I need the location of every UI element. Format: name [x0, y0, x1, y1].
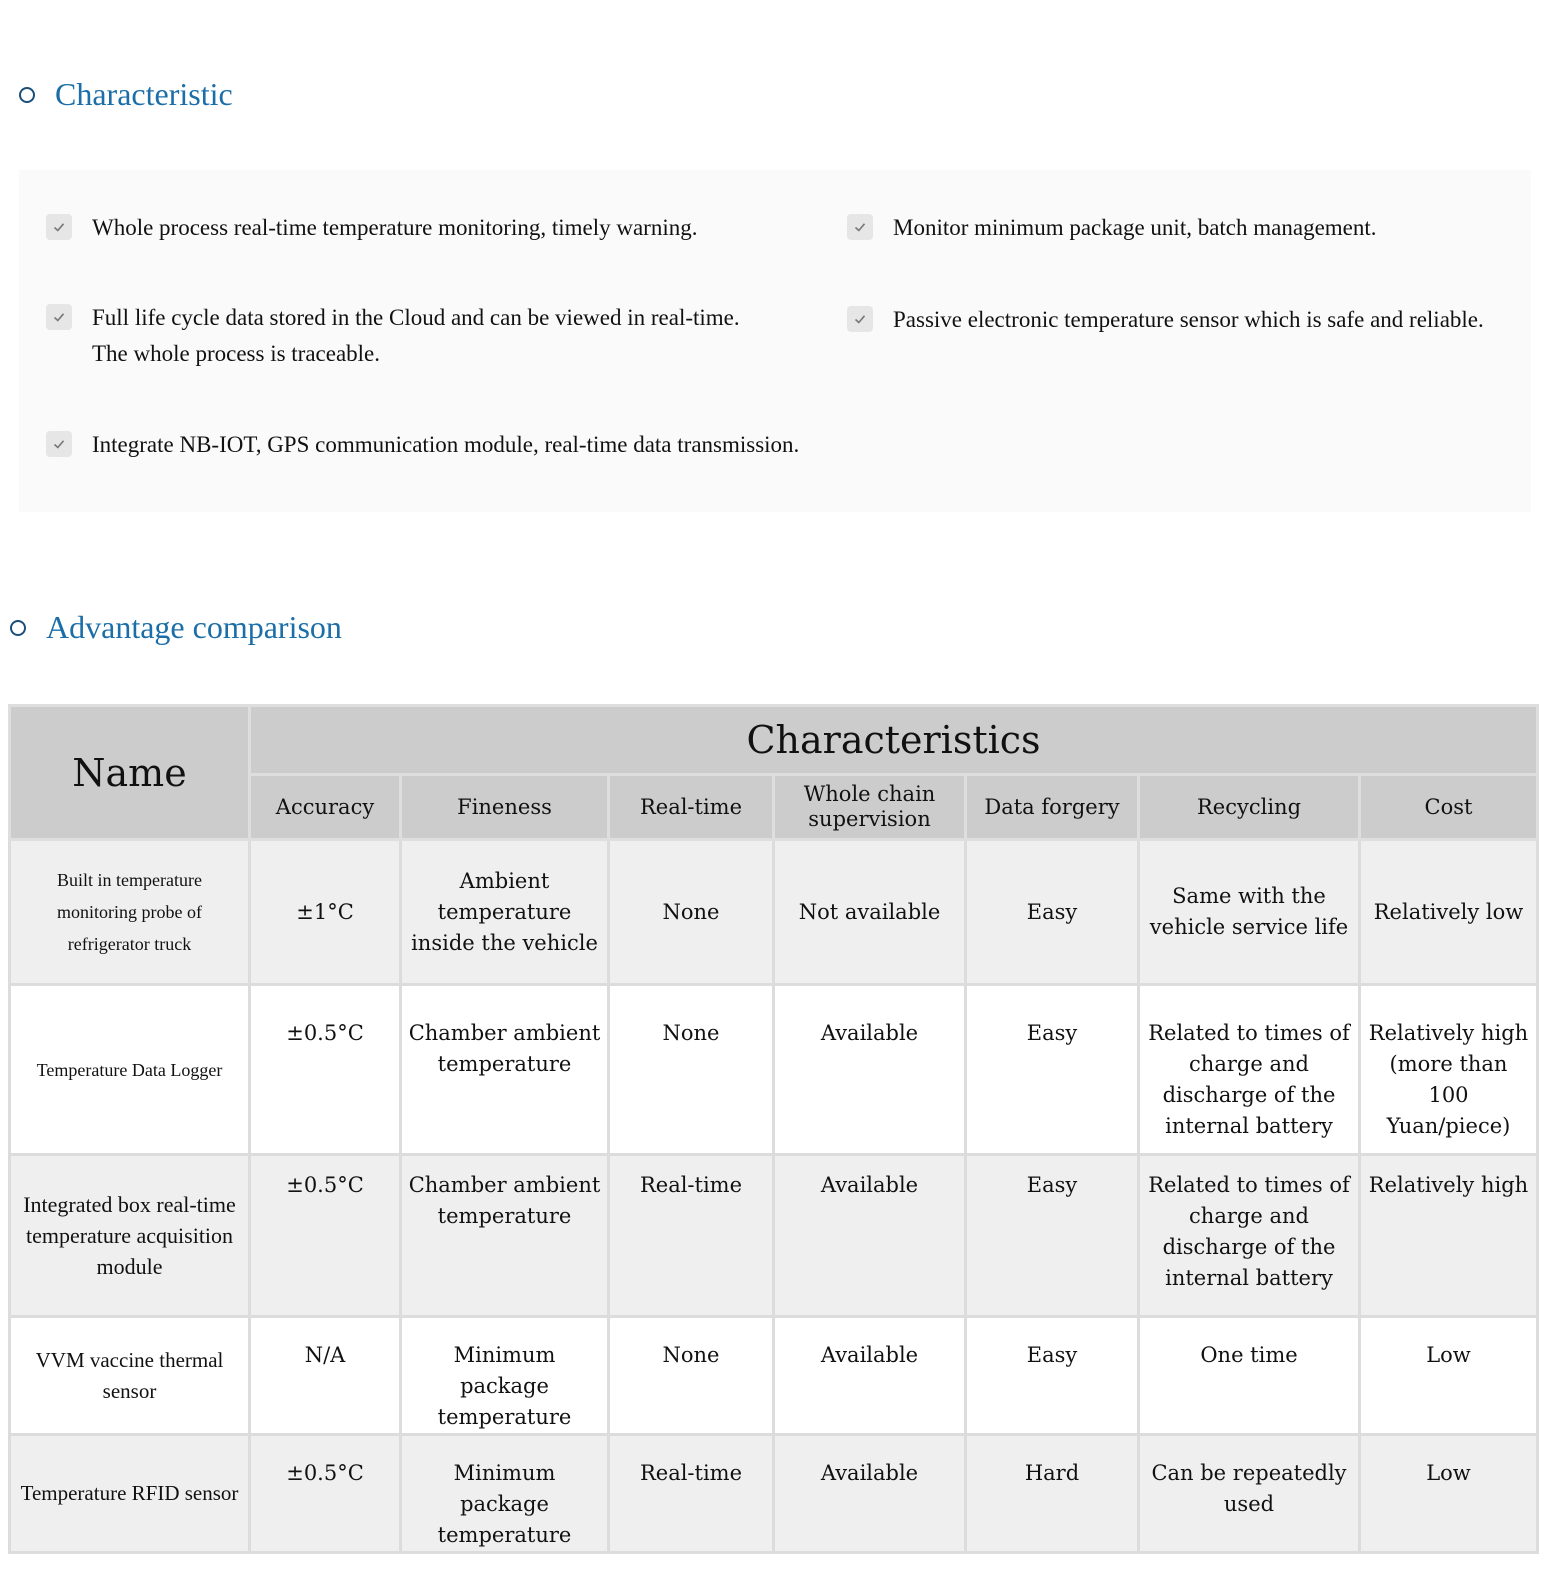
feature-text: Passive electronic temperature sensor which is safe and reliable.	[893, 307, 1484, 332]
table-cell: Hard	[966, 1435, 1139, 1553]
table-cell: Relatively low	[1360, 840, 1538, 985]
table-cell: None	[609, 1317, 774, 1435]
table-cell: Easy	[966, 840, 1139, 985]
column-header-data-forgery: Data forgery	[966, 775, 1139, 840]
table-cell: Related to times of charge and discharge of the internal battery	[1139, 1155, 1360, 1317]
table-cell: Relatively high (more than 100 Yuan/piece)	[1360, 985, 1538, 1155]
feature-text: Whole process real-time temperature monitoring, timely warning.	[92, 215, 698, 240]
table-cell: Available	[774, 985, 966, 1155]
table-cell: None	[609, 840, 774, 985]
table-cell: Low	[1360, 1435, 1538, 1553]
column-header-real-time: Real-time	[609, 775, 774, 840]
table-cell: N/A	[250, 1317, 401, 1435]
table-cell: Easy	[966, 1155, 1139, 1317]
check-icon	[847, 214, 873, 240]
table-cell: Ambient temperature inside the vehicle	[401, 840, 609, 985]
table-cell: Minimum package temperature	[401, 1317, 609, 1435]
comparison-table	[8, 704, 1539, 1554]
row-name: Temperature Data Logger	[10, 985, 250, 1155]
characteristics-header: Characteristics	[250, 706, 1538, 775]
table-cell: Related to times of charge and discharge of the internal battery	[1139, 985, 1360, 1155]
table-row	[10, 985, 1538, 1155]
column-header-recycling: Recycling	[1139, 775, 1360, 840]
feature-item	[847, 210, 1377, 246]
feature-item	[46, 300, 740, 372]
table-cell: Available	[774, 1155, 966, 1317]
table-row	[10, 1317, 1538, 1435]
table-cell: Not available	[774, 840, 966, 985]
table-cell: Available	[774, 1435, 966, 1553]
table-cell: Easy	[966, 985, 1139, 1155]
name-header: Name	[10, 706, 250, 840]
column-header-accuracy: Accuracy	[250, 775, 401, 840]
feature-item	[46, 427, 799, 463]
row-name: VVM vaccine thermal sensor	[10, 1317, 250, 1435]
row-name: Built in temperature monitoring probe of refrigerator truck	[10, 840, 250, 985]
column-header-fineness: Fineness	[401, 775, 609, 840]
characteristic-heading	[19, 76, 233, 113]
ring-icon	[10, 620, 26, 636]
table-cell: One time	[1139, 1317, 1360, 1435]
table-cell: ±0.5°C	[250, 1155, 401, 1317]
table-cell: Easy	[966, 1317, 1139, 1435]
column-header-cost: Cost	[1360, 775, 1538, 840]
column-header-whole-chain-supervision: Whole chain supervision	[774, 775, 966, 840]
check-icon	[46, 431, 72, 457]
characteristic-title: Characteristic	[55, 76, 233, 112]
feature-text: Monitor minimum package unit, batch management.	[893, 215, 1377, 240]
table-cell: Low	[1360, 1317, 1538, 1435]
advantage-title: Advantage comparison	[46, 609, 342, 645]
feature-text: Integrate NB-IOT, GPS communication module, real-time data transmission.	[92, 432, 800, 457]
table-row	[10, 840, 1538, 985]
ring-icon	[19, 87, 35, 103]
table-cell: Can be repeatedly used	[1139, 1435, 1360, 1553]
table-cell: None	[609, 985, 774, 1155]
feature-item	[847, 302, 1484, 338]
table-cell: ±1°C	[250, 840, 401, 985]
table-cell: ±0.5°C	[250, 985, 401, 1155]
table-cell: Real-time	[609, 1155, 774, 1317]
table-row	[10, 1155, 1538, 1317]
table-cell: Same with the vehicle service life	[1139, 840, 1360, 985]
check-icon	[46, 214, 72, 240]
table-cell: ±0.5°C	[250, 1435, 401, 1553]
table-cell: Real-time	[609, 1435, 774, 1553]
table-cell: Chamber ambient temperature	[401, 1155, 609, 1317]
features-panel	[19, 170, 1531, 512]
table-row	[10, 1435, 1538, 1553]
feature-text: Full life cycle data stored in the Cloud and can be viewed in real-time. The whole process is traceable.	[92, 305, 740, 366]
row-name: Integrated box real-time temperature acquisition module	[10, 1155, 250, 1317]
table-cell: Relatively high	[1360, 1155, 1538, 1317]
feature-item	[46, 210, 697, 246]
check-icon	[46, 304, 72, 330]
row-name: Temperature RFID sensor	[10, 1435, 250, 1553]
table-cell: Available	[774, 1317, 966, 1435]
check-icon	[847, 306, 873, 332]
table-cell: Minimum package temperature	[401, 1435, 609, 1553]
advantage-heading	[10, 609, 342, 646]
table-cell: Chamber ambient temperature	[401, 985, 609, 1155]
